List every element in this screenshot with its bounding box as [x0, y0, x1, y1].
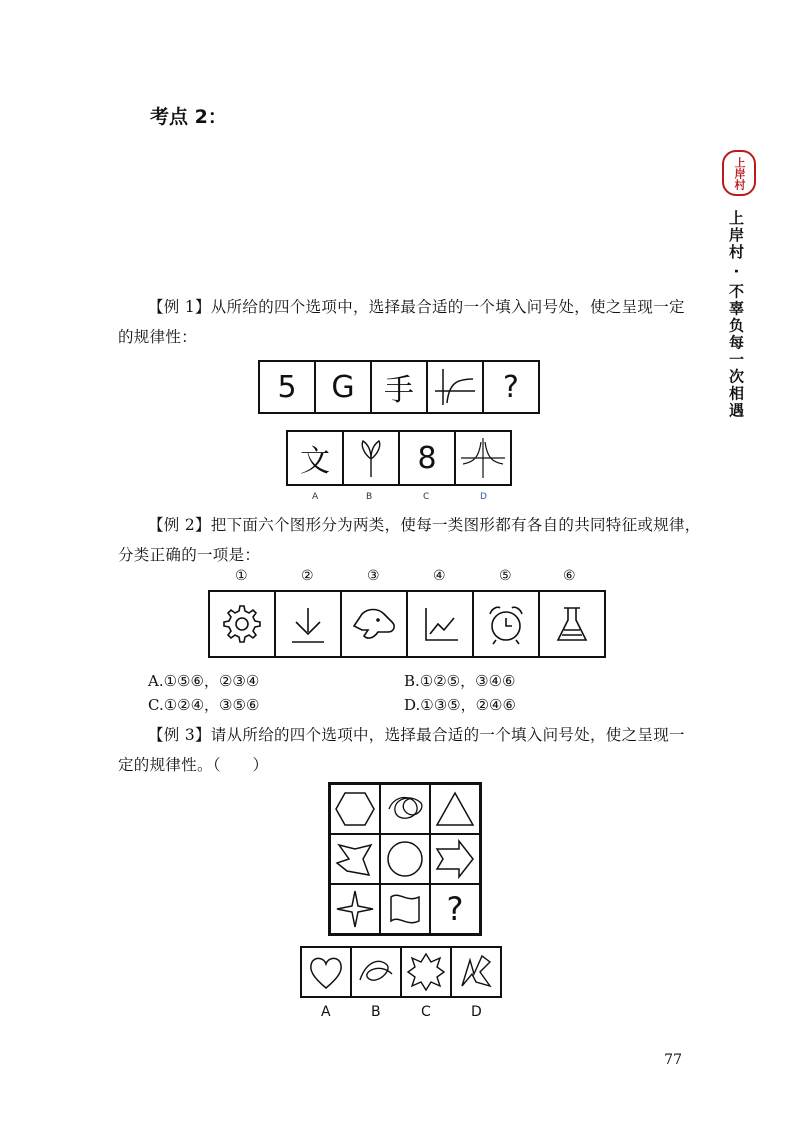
hexagon-figure: [335, 791, 375, 827]
gear-icon: [218, 600, 266, 648]
option-cell: [398, 430, 456, 486]
grid-cell: [430, 884, 480, 934]
four-point-star-figure: [335, 889, 375, 929]
choice-c: C.①②④，③⑤⑥: [148, 696, 260, 714]
figure-cell: [274, 590, 342, 658]
figure-number: ⑥: [563, 568, 576, 584]
scribble-figure: [385, 789, 425, 829]
option-cell: [300, 946, 352, 998]
grid-cell: [380, 884, 430, 934]
grid-cell: [330, 834, 380, 884]
figure-cell: [370, 360, 428, 414]
figure-cell: [426, 360, 484, 414]
figure-char: G: [331, 369, 355, 405]
option-label-d: D: [471, 1004, 482, 1020]
figure-number: ⑤: [499, 568, 512, 584]
example-3-grid: [328, 782, 482, 936]
option-cell: [286, 430, 344, 486]
figure-cell: [208, 590, 276, 658]
example-1-label: 【例 1】: [148, 298, 211, 316]
example-2-text: [148, 510, 701, 540]
arrow-figure: [435, 839, 475, 879]
option-char: 8: [417, 440, 437, 476]
brand-seal: [722, 150, 756, 196]
grid-cell: [430, 784, 480, 834]
option-cell: [454, 430, 512, 486]
grid-cell: [330, 784, 380, 834]
example-1-text: [148, 292, 685, 322]
option-label-a: A: [312, 492, 319, 502]
option-label-c: C: [423, 492, 430, 502]
figure-number: ②: [301, 568, 314, 584]
example-2-label: 【例 2】: [148, 516, 211, 534]
example-1-question-row: [258, 360, 540, 414]
section-heading: 考点 2：: [150, 106, 227, 128]
example-1-line1: 从所给的四个选项中，选择最合适的一个填入问号处，使之呈现一定: [210, 298, 685, 316]
flask-icon: [548, 600, 596, 648]
figure-cell: [482, 360, 540, 414]
eight-point-star-figure: [406, 952, 446, 992]
example-2-figure-row: [208, 590, 606, 658]
axis-curve-figure: [433, 367, 477, 407]
option-label-d: D: [480, 492, 487, 502]
option-label-b: B: [371, 1004, 381, 1020]
dog-head-icon: [348, 600, 400, 648]
loop-scribble-figure: [356, 952, 396, 992]
option-cell: [350, 946, 402, 998]
example-3-option-row: [300, 946, 502, 998]
option-label-c: C: [421, 1004, 431, 1020]
brand-slogan: 上岸村 · 不辜负每一次相遇: [727, 210, 745, 420]
grid-cell: [380, 784, 430, 834]
figure-number: ④: [433, 568, 446, 584]
sprout-figure: [351, 437, 391, 479]
example-1-line2: 的规律性：: [118, 328, 198, 346]
figure-char: 5: [277, 369, 297, 405]
figure-cell: [472, 590, 540, 658]
grid-cell: [380, 834, 430, 884]
figure-number: ①: [235, 568, 248, 584]
figure-cell: [258, 360, 316, 414]
example-1-option-row: [286, 430, 512, 486]
choice-d: D.①③⑤，②④⑥: [404, 696, 516, 714]
option-char: 文: [300, 444, 330, 479]
example-3-line1: 请从所给的四个选项中，选择最合适的一个填入问号处，使之呈现一: [210, 726, 685, 744]
question-mark: ?: [446, 890, 464, 928]
triangle-figure: [435, 791, 475, 827]
figure-cell: [314, 360, 372, 414]
hyperbola-figure: [459, 436, 507, 480]
example-2-line2: 分类正确的一项是：: [118, 546, 261, 564]
option-label-b: B: [366, 492, 373, 502]
irregular-polygon-figure: [335, 839, 375, 879]
choice-a: A.①⑤⑥，②③④: [148, 672, 260, 690]
figure-cell: [538, 590, 606, 658]
figure-number: ③: [367, 568, 380, 584]
grid-cell: [330, 884, 380, 934]
brand-seal-text: 上岸村: [733, 156, 746, 190]
question-mark: ?: [503, 369, 519, 405]
choice-b: B.①②⑤，③④⑥: [404, 672, 516, 690]
alarm-clock-icon: [482, 600, 530, 648]
example-3-label: 【例 3】: [148, 726, 211, 744]
option-cell: [450, 946, 502, 998]
option-label-a: A: [321, 1004, 331, 1020]
example-3-line2: 定的规律性。（ ）: [118, 756, 269, 774]
figure-char: 手: [384, 373, 414, 408]
example-2-line1: 把下面六个图形分为两类，使每一类图形都有各自的共同特征或规律，: [210, 516, 701, 534]
flag-figure: [385, 889, 425, 929]
page-number: 77: [664, 1052, 682, 1068]
zigzag-polygon-figure: [456, 952, 496, 992]
grid-cell: [430, 834, 480, 884]
figure-cell: [340, 590, 408, 658]
option-cell: [400, 946, 452, 998]
heart-figure: [306, 952, 346, 992]
circle-figure: [385, 839, 425, 879]
line-chart-icon: [416, 600, 464, 648]
figure-cell: [406, 590, 474, 658]
download-icon: [284, 600, 332, 648]
example-3-text: [148, 720, 685, 750]
option-cell: [342, 430, 400, 486]
